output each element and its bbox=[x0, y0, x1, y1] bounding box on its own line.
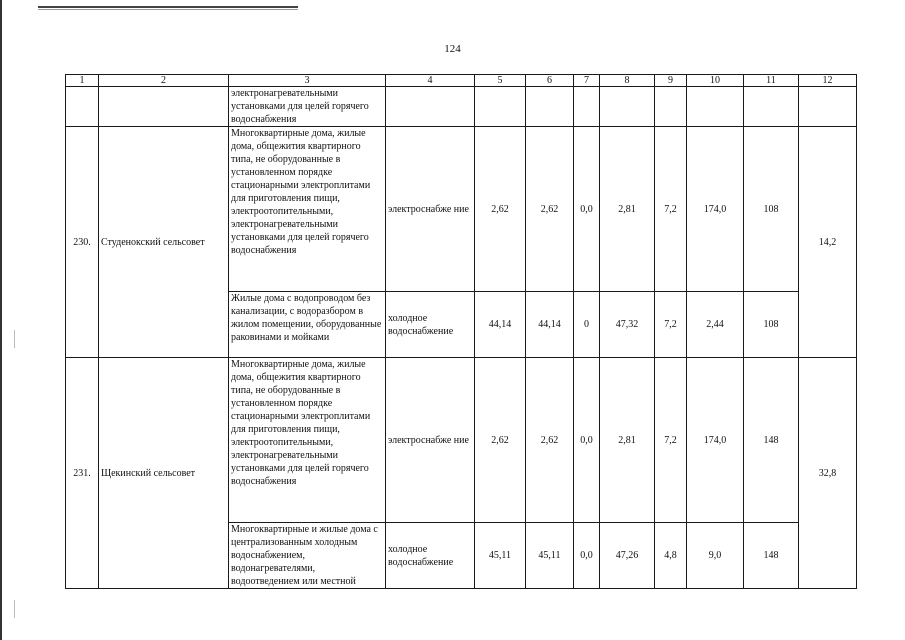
top-rule bbox=[38, 9, 298, 10]
table-cell bbox=[687, 87, 744, 127]
value-cell: 0,0 bbox=[574, 127, 600, 292]
table-cell bbox=[526, 87, 574, 127]
table-cell bbox=[574, 87, 600, 127]
header-cell: 6 bbox=[526, 75, 574, 87]
scan-mark bbox=[14, 600, 15, 618]
service-cell: электроснабже ние bbox=[386, 358, 475, 523]
value-cell: 4,8 bbox=[655, 523, 687, 589]
value-cell: 0,0 bbox=[574, 523, 600, 589]
header-cell: 1 bbox=[66, 75, 99, 87]
header-cell: 9 bbox=[655, 75, 687, 87]
value-cell: 2,62 bbox=[475, 127, 526, 292]
page-number: 124 bbox=[444, 43, 461, 55]
continuation-row bbox=[66, 87, 857, 127]
value-cell: 2,62 bbox=[475, 358, 526, 523]
scan-mark bbox=[14, 330, 15, 348]
municipality-name: Щекинский сельсовет bbox=[99, 358, 229, 589]
value-cell: 47,26 bbox=[600, 523, 655, 589]
header-cell: 7 bbox=[574, 75, 600, 87]
value-cell: 0 bbox=[574, 292, 600, 358]
value-cell: 45,11 bbox=[526, 523, 574, 589]
value-cell: 108 bbox=[744, 127, 799, 292]
table-row bbox=[66, 358, 857, 523]
table-cell bbox=[475, 87, 526, 127]
value-cell: 44,14 bbox=[475, 292, 526, 358]
table-cell bbox=[744, 87, 799, 127]
header-cell: 8 bbox=[600, 75, 655, 87]
service-cell: электроснабже ние bbox=[386, 127, 475, 292]
header-cell: 11 bbox=[744, 75, 799, 87]
scan-left-edge bbox=[0, 0, 2, 640]
table-row bbox=[66, 127, 857, 292]
table-cell bbox=[386, 87, 475, 127]
value-cell: 2,62 bbox=[526, 127, 574, 292]
value-cell-total: 32,8 bbox=[799, 358, 857, 589]
value-cell: 2,62 bbox=[526, 358, 574, 523]
table-cell bbox=[66, 87, 99, 127]
value-cell: 2,81 bbox=[600, 358, 655, 523]
tariff-table bbox=[65, 74, 857, 589]
value-cell: 2,81 bbox=[600, 127, 655, 292]
municipality-name: Студенокский сельсовет bbox=[99, 127, 229, 358]
service-cell: холодное водоснабжение bbox=[386, 292, 475, 358]
row-number: 231. bbox=[66, 358, 99, 589]
value-cell-total: 14,2 bbox=[799, 127, 857, 358]
service-cell: холодное водоснабжение bbox=[386, 523, 475, 589]
table-cell bbox=[600, 87, 655, 127]
table-cell bbox=[99, 87, 229, 127]
value-cell: 7,2 bbox=[655, 358, 687, 523]
header-cell: 2 bbox=[99, 75, 229, 87]
value-cell: 7,2 bbox=[655, 127, 687, 292]
value-cell: 45,11 bbox=[475, 523, 526, 589]
value-cell: 174,0 bbox=[687, 358, 744, 523]
value-cell: 2,44 bbox=[687, 292, 744, 358]
value-cell: 148 bbox=[744, 523, 799, 589]
header-cell: 12 bbox=[799, 75, 857, 87]
value-cell: 148 bbox=[744, 358, 799, 523]
description-cell: электронагревательными установками для целей горячего водоснабжения bbox=[229, 87, 386, 127]
header-cell: 5 bbox=[475, 75, 526, 87]
header-cell: 10 bbox=[687, 75, 744, 87]
table-cell bbox=[655, 87, 687, 127]
top-rule bbox=[38, 6, 298, 8]
description-cell: Многоквартирные дома, жилые дома, общежития квартирного типа, не оборудованные в установленном порядке стационарными электроплитами для приготовления пищи, электроотопительными, электронагревательными установками для целей горячего водоснабжения bbox=[229, 358, 386, 523]
value-cell: 44,14 bbox=[526, 292, 574, 358]
description-cell: Жилые дома с водопроводом без канализации, с водоразбором в жилом помещении, оборудованные раковинами и мойками bbox=[229, 292, 386, 358]
value-cell: 9,0 bbox=[687, 523, 744, 589]
header-row bbox=[66, 75, 857, 87]
value-cell: 0,0 bbox=[574, 358, 600, 523]
value-cell: 174,0 bbox=[687, 127, 744, 292]
header-cell: 4 bbox=[386, 75, 475, 87]
value-cell: 108 bbox=[744, 292, 799, 358]
value-cell: 47,32 bbox=[600, 292, 655, 358]
description-cell: Многоквартирные и жилые дома с централизованным холодным водоснабжением, водонагревателями, водоотведением или местной bbox=[229, 523, 386, 589]
description-cell: Многоквартирные дома, жилые дома, общежития квартирного типа, не оборудованные в установленном порядке стационарными электроплитами для приготовления пищи, электроотопительными, электронагревательными установками для целей горячего водоснабжения bbox=[229, 127, 386, 292]
value-cell: 7,2 bbox=[655, 292, 687, 358]
table-cell bbox=[799, 87, 857, 127]
row-number: 230. bbox=[66, 127, 99, 358]
header-cell: 3 bbox=[229, 75, 386, 87]
